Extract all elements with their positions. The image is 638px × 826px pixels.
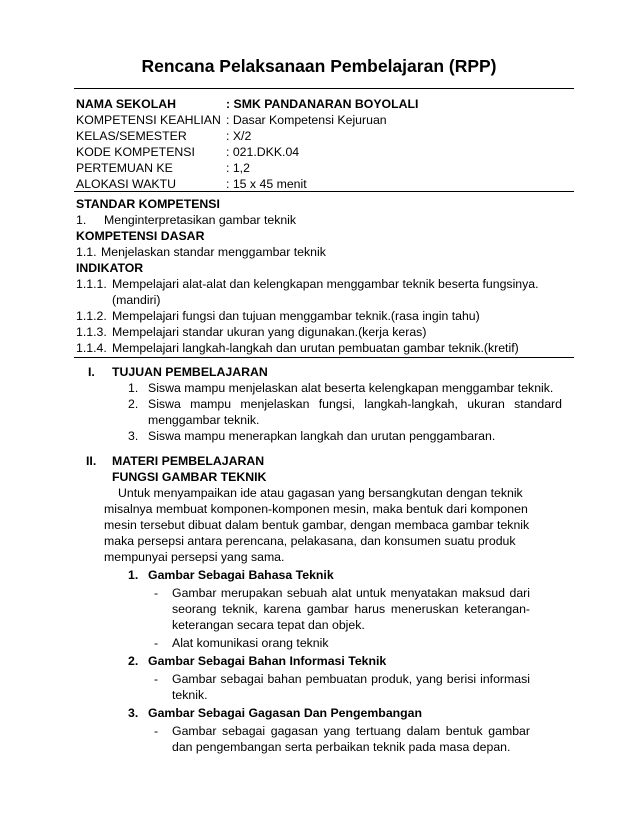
point-title: Gambar Sebagai Bahan Informasi Teknik — [148, 654, 387, 668]
indicator-number: 1.1.1. — [76, 277, 107, 291]
indicator-number: 1.1.3. — [76, 325, 107, 339]
objective-number: 3. — [128, 429, 139, 443]
competency-divider — [74, 357, 574, 358]
identity-key: ALOKASI WAKTU — [76, 177, 176, 191]
bullet-text: dan pengembangan serta perbaikan teknik pada masa depan. — [172, 740, 511, 754]
kd-text: Menjelaskan standar menggambar teknik — [101, 245, 326, 259]
objective-number: 1. — [128, 381, 139, 395]
identity-value: : SMK PANDANARAN BOYOLALI — [226, 97, 419, 111]
point-number: 2. — [128, 654, 139, 668]
top-divider — [74, 88, 574, 89]
identity-value: : 021.DKK.04 — [226, 145, 300, 159]
identity-key: PERTEMUAN KE — [76, 161, 173, 175]
bullet-text: Gambar merupakan sebuah alat untuk menyatakan maksud dari — [172, 586, 530, 600]
bullet-dash: - — [154, 586, 159, 600]
sk-text: Menginterpretasikan gambar teknik — [104, 213, 297, 227]
sk-number: 1. — [76, 213, 87, 227]
point-number: 3. — [128, 706, 139, 720]
point-number: 1. — [128, 568, 139, 582]
identity-key: NAMA SEKOLAH — [76, 97, 176, 111]
objective-text: Siswa mampu menjelaskan fungsi, langkah-langkah, ukuran standard — [148, 397, 562, 411]
objective-number: 2. — [128, 397, 139, 411]
paragraph-line: Untuk menyampaikan ide atau gagasan yang bersangkutan dengan teknik — [118, 486, 523, 500]
indicator-number: 1.1.4. — [76, 341, 107, 355]
identity-key: KOMPETENSI KEAHLIAN — [76, 113, 221, 127]
point-title: Gambar Sebagai Gagasan Dan Pengembangan — [148, 706, 423, 720]
paragraph-line: mempunyai persepsi yang sama. — [104, 550, 285, 564]
section-subheading: FUNGSI GAMBAR TEKNIK — [112, 470, 267, 484]
sk-heading: STANDAR KOMPETENSI — [76, 197, 220, 211]
bullet-text: keterangan secara tepat dan objek. — [172, 618, 365, 632]
bullet-text: Gambar sebagai gagasan yang tertuang dalam bentuk gambar — [172, 724, 530, 738]
identity-key: KODE KOMPETENSI — [76, 145, 195, 159]
identity-value: : 1,2 — [226, 161, 250, 175]
indicator-text: (mandiri) — [112, 293, 161, 307]
indicator-heading: INDIKATOR — [76, 261, 144, 275]
bullet-text: Gambar sebagai bahan pembuatan produk, yang berisi informasi — [172, 672, 530, 686]
indicator-text: Mempelajari alat-alat dan kelengkapan menggambar teknik beserta fungsinya. — [112, 277, 539, 291]
bullet-dash: - — [154, 636, 159, 650]
paragraph-line: mesin tersebut dibuat dalam bentuk gambar, dengan membaca gambar teknik — [104, 518, 530, 532]
point-title: Gambar Sebagai Bahasa Teknik — [148, 568, 334, 582]
bullet-dash: - — [154, 672, 159, 686]
identity-divider — [74, 191, 574, 192]
indicator-text: Mempelajari fungsi dan tujuan menggambar teknik.(rasa ingin tahu) — [112, 309, 480, 323]
bullet-text: teknik. — [172, 688, 208, 702]
identity-key: KELAS/SEMESTER — [76, 129, 187, 143]
kd-number: 1.1. — [76, 245, 97, 259]
document-title: Rencana Pelaksanaan Pembelajaran (RPP) — [141, 56, 497, 76]
objective-text: Siswa mampu menjelaskan alat beserta kelengkapan menggambar teknik. — [148, 381, 554, 395]
paragraph-line: misalnya membuat komponen-komponen mesin, maka bentuk dari komponen — [104, 502, 528, 516]
objective-text: Siswa mampu menerapkan langkah dan urutan penggambaran. — [148, 429, 496, 443]
kd-heading: KOMPETENSI DASAR — [76, 229, 205, 243]
indicator-text: Mempelajari standar ukuran yang digunakan.(kerja keras) — [112, 325, 427, 339]
paragraph-line: maka persepsi antara perencana, pelakasana, dan konsumen suatu produk — [104, 534, 516, 548]
section-number: I. — [88, 365, 95, 379]
bullet-dash: - — [154, 724, 159, 738]
identity-value: : Dasar Kompetensi Kejuruan — [226, 113, 387, 127]
indicator-text: Mempelajari langkah-langkah dan urutan pembuatan gambar teknik.(kretif) — [112, 341, 519, 355]
section-heading: MATERI PEMBELAJARAN — [112, 454, 265, 468]
bullet-text: Alat komunikasi orang teknik — [172, 636, 329, 650]
bullet-text: seorang teknik, karena gambar harus meneruskan keterangan- — [172, 602, 530, 616]
indicator-number: 1.1.2. — [76, 309, 107, 323]
objective-text: menggambar teknik. — [148, 413, 260, 427]
identity-value: : 15 x 45 menit — [226, 177, 307, 191]
section-heading: TUJUAN PEMBELAJARAN — [112, 365, 268, 379]
section-number: II. — [86, 454, 97, 468]
identity-value: : X/2 — [226, 129, 252, 143]
